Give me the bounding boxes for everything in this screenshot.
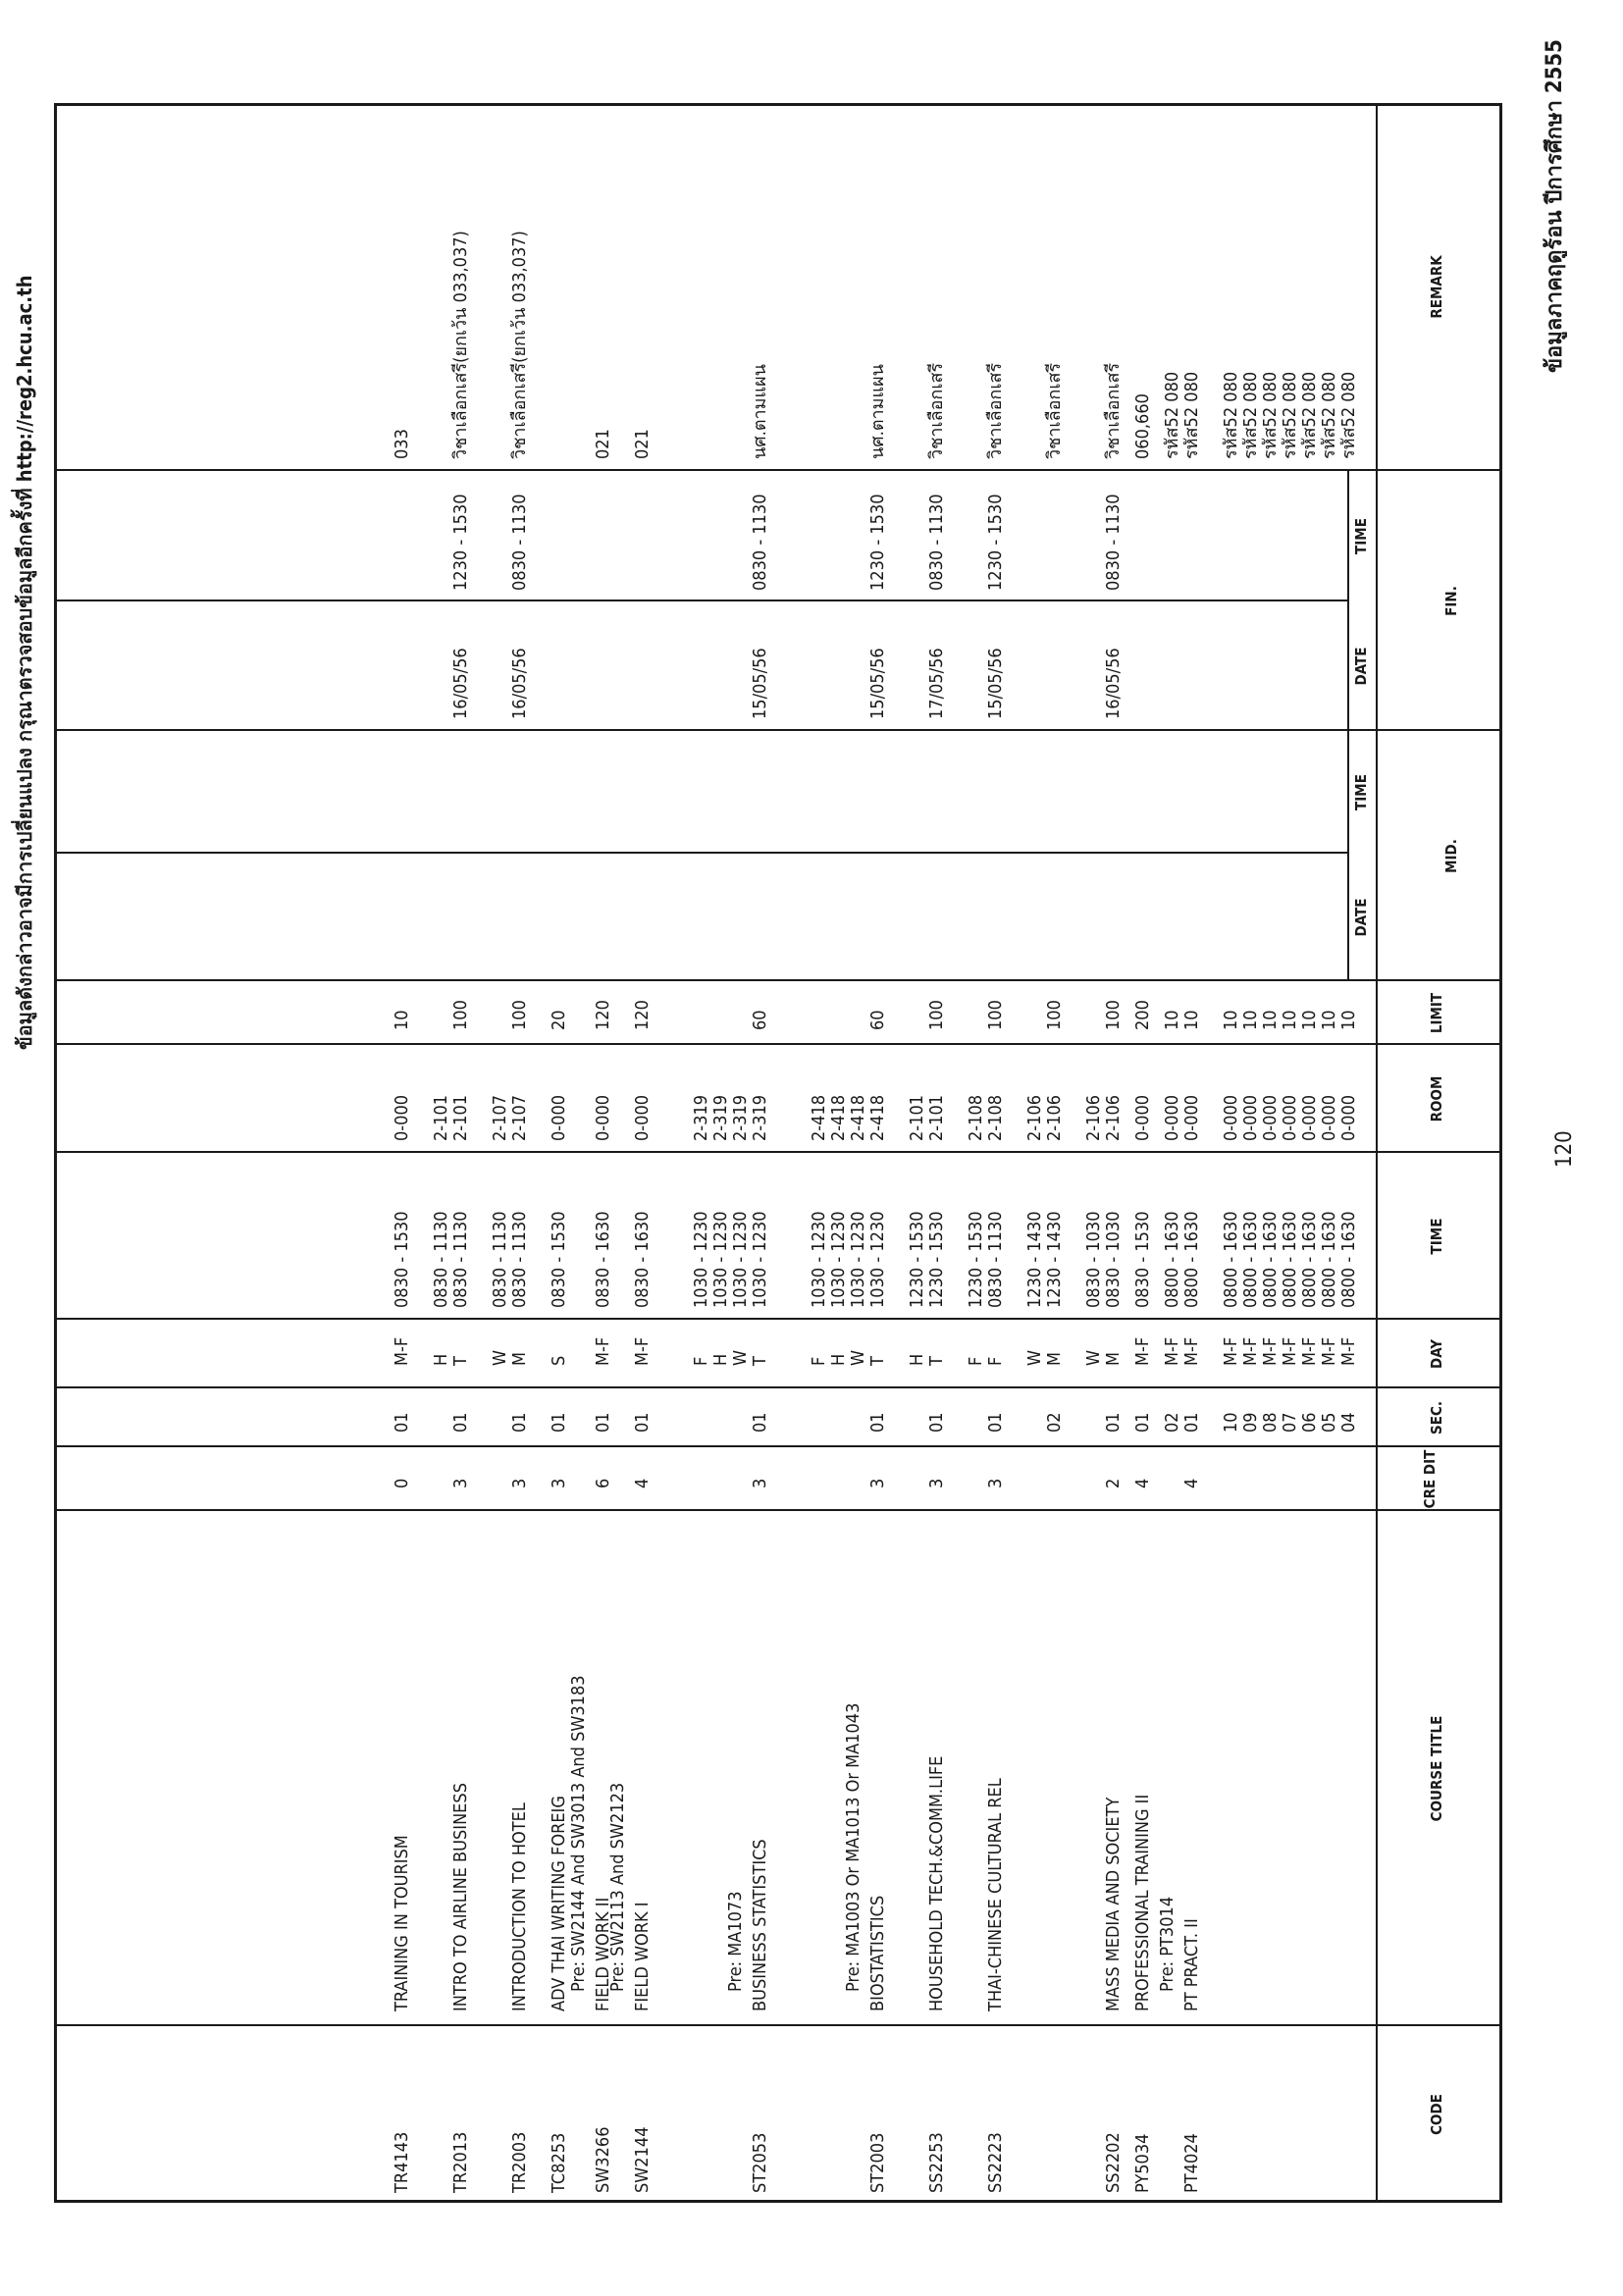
- cell-fin-date: 16/05/56: [509, 648, 530, 719]
- cell-credit: 0: [392, 1478, 412, 1488]
- cell-room: 2-107: [509, 1094, 530, 1141]
- cell-prerequisite: Pre: SW2144 And SW3013 And SW3183: [568, 1675, 589, 1992]
- cell-room: 0-000: [1280, 1094, 1300, 1141]
- cell-day: H: [907, 1353, 927, 1366]
- cell-title: ADV THAI WRITING FOREIG: [549, 1796, 569, 2011]
- cell-title: FIELD WORK I: [632, 1902, 653, 2011]
- cell-remark: รหัส52 080: [1319, 371, 1339, 459]
- cell-remark: รหัส52 080: [1260, 371, 1281, 459]
- cell-room: 0-000: [632, 1094, 653, 1141]
- cell-fin-time: 0830 - 1130: [509, 494, 530, 591]
- cell-credit: 2: [1103, 1478, 1124, 1488]
- cell-time: 0830 - 1130: [490, 1211, 510, 1308]
- cell-room: 2-106: [1044, 1094, 1065, 1141]
- cell-limit: 10: [1319, 1010, 1339, 1030]
- cell-limit: 10: [1221, 1010, 1241, 1030]
- cell-room: 2-106: [1103, 1094, 1124, 1141]
- cell-title: MASS MEDIA AND SOCIETY: [1103, 1797, 1124, 2011]
- cell-room: 0-000: [549, 1094, 569, 1141]
- cell-day: H: [828, 1353, 849, 1366]
- cell-remark: วิชาเลือกเสรี: [1044, 362, 1065, 459]
- cell-sec: 07: [1280, 1412, 1300, 1433]
- cell-code: PT4024: [1181, 2133, 1202, 2193]
- cell-title: INTRODUCTION TO HOTEL: [509, 1802, 530, 2011]
- cell-code: ST2003: [867, 2132, 888, 2193]
- cell-day: F: [966, 1356, 986, 1366]
- cell-code: PY5034: [1132, 2133, 1153, 2193]
- cell-day: W: [730, 1349, 751, 1366]
- cell-room: 0-000: [593, 1094, 613, 1141]
- cell-title: BUSINESS STATISTICS: [750, 1839, 770, 2011]
- cell-limit: 10: [392, 1010, 412, 1030]
- cell-sec: 08: [1260, 1412, 1281, 1433]
- cell-remark: วิชาเลือกเสรี(ยกเว้น 033,037): [450, 231, 471, 459]
- col-course-title: COURSE TITLE: [1428, 1715, 1445, 1822]
- cell-code: TR2003: [509, 2131, 530, 2193]
- cell-limit: 20: [549, 1010, 569, 1030]
- cell-code: SW3266: [593, 2126, 613, 2193]
- cell-room: 2-101: [431, 1094, 451, 1141]
- cell-remark: รหัส52 080: [1162, 371, 1182, 459]
- cell-remark: 021: [632, 429, 653, 459]
- col-limit: LIMIT: [1428, 992, 1445, 1034]
- cell-day: T: [867, 1356, 888, 1366]
- cell-time: 1030 - 1230: [867, 1211, 888, 1308]
- cell-time: 1030 - 1230: [750, 1211, 770, 1308]
- cell-fin-date: 16/05/56: [450, 648, 471, 719]
- cell-day: M-F: [1181, 1336, 1202, 1366]
- cell-day: W: [1024, 1349, 1045, 1366]
- cell-fin-time: 1230 - 1530: [867, 494, 888, 591]
- cell-day: T: [926, 1356, 947, 1366]
- col-fin: FIN.: [1442, 586, 1460, 616]
- cell-credit: 3: [867, 1478, 888, 1488]
- cell-remark: รหัส52 080: [1280, 371, 1300, 459]
- cell-sec: 01: [750, 1412, 770, 1433]
- cell-day: M-F: [1280, 1336, 1300, 1366]
- cell-credit: 3: [985, 1478, 1006, 1488]
- cell-day: F: [809, 1356, 829, 1366]
- cell-room: 2-101: [450, 1094, 471, 1141]
- cell-prerequisite: Pre: SW2113 And SW2123: [607, 1782, 628, 1992]
- cell-limit: 10: [1260, 1010, 1281, 1030]
- cell-prerequisite: Pre: PT3014: [1157, 1896, 1178, 1992]
- cell-sec: 04: [1338, 1412, 1359, 1433]
- cell-sec: 01: [549, 1412, 569, 1433]
- cell-day: M-F: [1319, 1336, 1339, 1366]
- cell-time: 1230 - 1430: [1024, 1211, 1045, 1308]
- page-number: 120: [1552, 1130, 1577, 1168]
- cell-day: W: [1083, 1349, 1104, 1366]
- cell-room: 0-000: [1162, 1094, 1182, 1141]
- cell-limit: 100: [1044, 1000, 1065, 1030]
- cell-sec: 01: [1132, 1412, 1153, 1433]
- cell-sec: 01: [450, 1412, 471, 1433]
- cell-time: 1230 - 1430: [1044, 1211, 1065, 1308]
- cell-day: F: [691, 1356, 711, 1366]
- cell-limit: 120: [632, 1000, 653, 1030]
- cell-fin-time: 0830 - 1130: [1103, 494, 1124, 591]
- cell-day: M-F: [1240, 1336, 1261, 1366]
- cell-sec: 05: [1319, 1412, 1339, 1433]
- cell-limit: 200: [1132, 1000, 1153, 1030]
- cell-time: 1030 - 1230: [809, 1211, 829, 1308]
- cell-remark: วิชาเลือกเสรี: [985, 362, 1006, 459]
- cell-sec: 01: [632, 1412, 653, 1433]
- cell-sec: 01: [1103, 1412, 1124, 1433]
- cell-room: 0-000: [392, 1094, 412, 1141]
- cell-remark: รหัส52 080: [1221, 371, 1241, 459]
- cell-day: M-F: [593, 1336, 613, 1366]
- cell-room: 2-319: [750, 1094, 770, 1141]
- cell-remark: รหัส52 080: [1299, 371, 1320, 459]
- cell-time: 1030 - 1230: [730, 1211, 751, 1308]
- cell-credit: 6: [593, 1478, 613, 1488]
- cell-limit: 10: [1280, 1010, 1300, 1030]
- cell-room: 2-101: [926, 1094, 947, 1141]
- cell-time: 0800 - 1630: [1221, 1211, 1241, 1308]
- cell-remark: รหัส52 080: [1181, 371, 1202, 459]
- cell-room: 2-101: [907, 1094, 927, 1141]
- cell-day: M: [1103, 1352, 1124, 1366]
- col-time: TIME: [1428, 1218, 1445, 1255]
- cell-room: 2-108: [966, 1094, 986, 1141]
- cell-sec: 09: [1240, 1412, 1261, 1433]
- cell-day: T: [450, 1356, 471, 1366]
- footer-note: ข้อมูลดังกล่าวอาจมีการเปลี่ยนแปลง กรุณาตรวจสอบข้อมูลอีกครั้งที่ http://reg2.hcu.ac.th: [13, 275, 36, 1050]
- cell-time: 0830 - 1530: [1132, 1211, 1153, 1308]
- cell-title: PT PRACT. II: [1181, 1918, 1202, 2011]
- cell-day: S: [549, 1355, 569, 1366]
- cell-day: M-F: [1338, 1336, 1359, 1366]
- cell-remark: วิชาเลือกเสรี: [926, 362, 947, 459]
- cell-code: TC8253: [549, 2132, 569, 2193]
- cell-fin-time: 0830 - 1130: [750, 494, 770, 591]
- cell-credit: 3: [450, 1478, 471, 1488]
- cell-time: 0830 - 1030: [1103, 1211, 1124, 1308]
- cell-code: TR4143: [392, 2131, 412, 2193]
- cell-prerequisite: Pre: MA1003 Or MA1013 Or MA1043: [843, 1702, 864, 1992]
- cell-remark: วิชาเลือกเสรี(ยกเว้น 033,037): [509, 231, 530, 459]
- cell-fin-date: 17/05/56: [926, 648, 947, 719]
- cell-sec: 01: [985, 1412, 1006, 1433]
- cell-credit: 4: [632, 1478, 653, 1488]
- cell-limit: 10: [1181, 1010, 1202, 1030]
- cell-code: TR2013: [450, 2131, 471, 2193]
- col-mid: MID.: [1442, 839, 1460, 873]
- cell-room: 0-000: [1260, 1094, 1281, 1141]
- cell-fin-date: 15/05/56: [867, 648, 888, 719]
- cell-room: 2-319: [710, 1094, 731, 1141]
- cell-sec: 01: [593, 1412, 613, 1433]
- cell-time: 0830 - 1130: [450, 1211, 471, 1308]
- cell-sec: 02: [1162, 1412, 1182, 1433]
- cell-limit: 10: [1299, 1010, 1320, 1030]
- cell-fin-time: 1230 - 1530: [985, 494, 1006, 591]
- cell-sec: 01: [867, 1412, 888, 1433]
- cell-time: 1030 - 1230: [710, 1211, 731, 1308]
- cell-time: 0800 - 1630: [1319, 1211, 1339, 1308]
- cell-room: 2-418: [809, 1094, 829, 1141]
- cell-code: SS2253: [926, 2132, 947, 2193]
- cell-room: 2-418: [828, 1094, 849, 1141]
- cell-time: 0830 - 1630: [632, 1211, 653, 1308]
- col-credit: CRE DIT: [1421, 1449, 1439, 1509]
- cell-day: M-F: [1260, 1336, 1281, 1366]
- col-sec: SEC.: [1428, 1401, 1445, 1435]
- cell-credit: 3: [926, 1478, 947, 1488]
- cell-time: 1030 - 1230: [848, 1211, 868, 1308]
- cell-fin-date: 15/05/56: [985, 648, 1006, 719]
- cell-code: SS2202: [1103, 2132, 1124, 2193]
- cell-fin-date: 16/05/56: [1103, 648, 1124, 719]
- col-day: DAY: [1428, 1339, 1445, 1369]
- cell-limit: 100: [926, 1000, 947, 1030]
- cell-day: M-F: [392, 1336, 412, 1366]
- cell-day: M-F: [632, 1336, 653, 1366]
- cell-remark: วิชาเลือกเสรี: [1103, 362, 1124, 459]
- cell-fin-time: 1230 - 1530: [450, 494, 471, 591]
- cell-limit: 10: [1162, 1010, 1182, 1030]
- col-remark: REMARK: [1428, 255, 1445, 319]
- cell-sec: 10: [1221, 1412, 1241, 1433]
- cell-time: 0800 - 1630: [1280, 1211, 1300, 1308]
- cell-day: M: [1044, 1352, 1065, 1366]
- cell-day: W: [490, 1349, 510, 1366]
- cell-title: THAI-CHINESE CULTURAL REL: [985, 1778, 1006, 2011]
- cell-prerequisite: Pre: MA1073: [725, 1891, 746, 1992]
- cell-remark: นศ.ตามแผน: [750, 364, 770, 459]
- cell-time: 1230 - 1530: [966, 1211, 986, 1308]
- cell-room: 2-107: [490, 1094, 510, 1141]
- cell-title: HOUSEHOLD TECH.&COMM.LIFE: [926, 1755, 947, 2011]
- cell-title: PROFESSIONAL TRAINING II: [1132, 1794, 1153, 2011]
- cell-limit: 10: [1338, 1010, 1359, 1030]
- cell-code: SS2223: [985, 2132, 1006, 2193]
- cell-title: TRAINING IN TOURISM: [392, 1835, 412, 2011]
- cell-room: 2-108: [985, 1094, 1006, 1141]
- cell-fin-date: 15/05/56: [750, 648, 770, 719]
- col-fin-time: TIME: [1352, 518, 1370, 554]
- cell-credit: 3: [549, 1478, 569, 1488]
- cell-time: 0800 - 1630: [1240, 1211, 1261, 1308]
- cell-day: T: [750, 1356, 770, 1366]
- cell-limit: 100: [1103, 1000, 1124, 1030]
- cell-time: 0800 - 1630: [1181, 1211, 1202, 1308]
- cell-room: 0-000: [1299, 1094, 1320, 1141]
- cell-time: 0830 - 1130: [509, 1211, 530, 1308]
- cell-sec: 02: [1044, 1412, 1065, 1433]
- cell-limit: 60: [867, 1010, 888, 1030]
- cell-room: 0-000: [1319, 1094, 1339, 1141]
- cell-credit: 4: [1181, 1478, 1202, 1488]
- cell-time: 1230 - 1530: [926, 1211, 947, 1308]
- col-mid-time: TIME: [1352, 774, 1370, 810]
- cell-day: M-F: [1221, 1336, 1241, 1366]
- cell-day: W: [848, 1349, 868, 1366]
- cell-day: M-F: [1162, 1336, 1182, 1366]
- cell-time: 0800 - 1630: [1162, 1211, 1182, 1308]
- cell-day: H: [710, 1353, 731, 1366]
- cell-time: 1030 - 1230: [691, 1211, 711, 1308]
- cell-limit: 120: [593, 1000, 613, 1030]
- cell-room: 2-319: [730, 1094, 751, 1141]
- cell-code: ST2053: [750, 2132, 770, 2193]
- cell-limit: 100: [509, 1000, 530, 1030]
- cell-time: 0800 - 1630: [1338, 1211, 1359, 1308]
- cell-limit: 60: [750, 1010, 770, 1030]
- cell-remark: รหัส52 080: [1240, 371, 1261, 459]
- cell-day: H: [431, 1353, 451, 1366]
- cell-sec: 01: [509, 1412, 530, 1433]
- cell-room: 0-000: [1240, 1094, 1261, 1141]
- cell-sec: 06: [1299, 1412, 1320, 1433]
- col-mid-date: DATE: [1352, 898, 1370, 937]
- cell-title: FIELD WORK II: [593, 1897, 613, 2011]
- cell-remark: 033: [392, 429, 412, 459]
- header-title: ข้อมูลภาคฤดูร้อน ปีการศึกษา 2555: [1543, 39, 1567, 373]
- cell-time: 0800 - 1630: [1299, 1211, 1320, 1308]
- cell-limit: 100: [985, 1000, 1006, 1030]
- cell-room: 0-000: [1221, 1094, 1241, 1141]
- col-code: CODE: [1428, 2094, 1445, 2135]
- cell-day: M: [509, 1352, 530, 1366]
- cell-day: F: [985, 1356, 1006, 1366]
- cell-sec: 01: [392, 1412, 412, 1433]
- cell-room: 2-106: [1024, 1094, 1045, 1141]
- cell-time: 1230 - 1530: [907, 1211, 927, 1308]
- cell-time: 0800 - 1630: [1260, 1211, 1281, 1308]
- cell-time: 0830 - 1130: [431, 1211, 451, 1308]
- cell-time: 0830 - 1530: [549, 1211, 569, 1308]
- cell-remark: 021: [593, 429, 613, 459]
- cell-time: 0830 - 1630: [593, 1211, 613, 1308]
- cell-time: 1030 - 1230: [828, 1211, 849, 1308]
- cell-room: 2-106: [1083, 1094, 1104, 1141]
- col-fin-date: DATE: [1352, 647, 1370, 686]
- cell-remark: 060,660: [1132, 393, 1153, 459]
- cell-sec: 01: [926, 1412, 947, 1433]
- col-room: ROOM: [1428, 1075, 1445, 1122]
- cell-time: 0830 - 1030: [1083, 1211, 1104, 1308]
- cell-room: 0-000: [1338, 1094, 1359, 1141]
- cell-day: M-F: [1132, 1336, 1153, 1366]
- cell-day: M-F: [1299, 1336, 1320, 1366]
- cell-credit: 3: [750, 1478, 770, 1488]
- cell-limit: 100: [450, 1000, 471, 1030]
- cell-room: 2-418: [867, 1094, 888, 1141]
- cell-remark: รหัส52 080: [1338, 371, 1359, 459]
- cell-room: 0-000: [1181, 1094, 1202, 1141]
- cell-credit: 3: [509, 1478, 530, 1488]
- cell-code: SW2144: [632, 2126, 653, 2193]
- cell-sec: 01: [1181, 1412, 1202, 1433]
- cell-time: 0830 - 1130: [985, 1211, 1006, 1308]
- cell-room: 0-000: [1132, 1094, 1153, 1141]
- cell-time: 0830 - 1530: [392, 1211, 412, 1308]
- cell-room: 2-418: [848, 1094, 868, 1141]
- cell-title: BIOSTATISTICS: [867, 1895, 888, 2011]
- cell-title: INTRO TO AIRLINE BUSINESS: [450, 1783, 471, 2011]
- cell-limit: 10: [1240, 1010, 1261, 1030]
- cell-fin-time: 0830 - 1130: [926, 494, 947, 591]
- cell-room: 2-319: [691, 1094, 711, 1141]
- cell-credit: 4: [1132, 1478, 1153, 1488]
- cell-remark: นศ.ตามแผน: [867, 364, 888, 459]
